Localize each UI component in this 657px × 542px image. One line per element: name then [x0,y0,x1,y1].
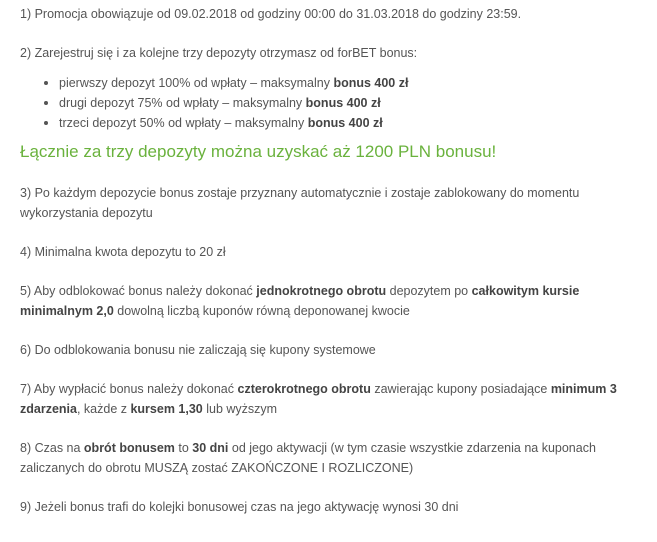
rule-7 [20,379,651,419]
bonus-item-text: trzeci depozyt 50% od wpłaty – maksymalny [59,116,308,130]
bonus-item-second [44,93,651,113]
rule-8-text: od jego aktywacji (w tym czasie wszystkie zdarzenia na kuponach zaliczanych do obrotu MUSZĄ zostać ZAKOŃCZONE I ROZLICZONE) [20,441,596,475]
bonus-item-first [44,73,651,93]
bonus-item-text: drugi depozyt 75% od wpłaty – maksymalny [59,96,306,110]
total-bonus-highlight: Łącznie za trzy depozyty można uzyskać aż 1200 PLN bonusu! [20,142,497,161]
rule-5-text: depozytem po [386,284,472,298]
bonus-item-amount: bonus 400 zł [333,76,409,90]
rule-8-bold-turnover: obrót bonusem [83,441,175,455]
rule-7-text: zawierając kupony posiadające [370,382,551,396]
bonus-list [20,73,651,133]
rule-4: 4) Minimalna kwota depozytu to 20 zł [20,245,226,259]
rule-5-bold-turnover: jednokrotnego obrotu [256,284,387,298]
rule-7-bold-turnover: czterokrotnego obrotu [237,382,371,396]
rule-6: 6) Do odblokowania bonusu nie zaliczają się kupony systemowe [20,343,376,357]
bonus-item-amount: bonus 400 zł [305,96,381,110]
bullet-icon [44,121,48,125]
bonus-item-text: pierwszy depozyt 100% od wpłaty – maksymalny [59,76,334,90]
rule-5-bold-odds: całkowitym kursie minimalnym 2,0 [20,284,580,318]
rule-8-text: to [174,441,193,455]
rule-5-text: 5) Aby odblokować bonus należy dokonać [20,284,257,298]
rule-5 [20,281,651,321]
rule-7-text: 7) Aby wypłacić bonus należy dokonać [20,382,238,396]
rule-2: 2) Zarejestruj się i za kolejne trzy depozyty otrzymasz od forBET bonus: [20,46,418,60]
bullet-icon [44,81,48,85]
rule-8 [20,438,651,478]
rule-7-text: , każde z [76,402,131,416]
rule-1: 1) Promocja obowiązuje od 09.02.2018 od godziny 00:00 do 31.03.2018 do godziny 23:59. [20,7,522,21]
rule-3: 3) Po każdym depozycie bonus zostaje przyznany automatycznie i zostaje zablokowany do momentu wykorzystania depozytu [20,186,580,220]
rule-7-bold-events: minimum 3 zdarzenia [20,382,617,416]
rule-5-text: dowolną liczbą kuponów równą deponowanej kwocie [113,304,410,318]
rule-8-text: 8) Czas na [20,441,84,455]
bullet-icon [44,101,48,105]
rule-7-text: lub wyższym [202,402,278,416]
rule-8-bold-days: 30 dni [192,441,229,455]
rule-7-bold-odds: kursem 1,30 [130,402,203,416]
rule-9: 9) Jeżeli bonus trafi do kolejki bonusowej czas na jego aktywację wynosi 30 dni [20,500,459,514]
bonus-item-amount: bonus 400 zł [307,116,383,130]
bonus-item-third [44,113,651,133]
